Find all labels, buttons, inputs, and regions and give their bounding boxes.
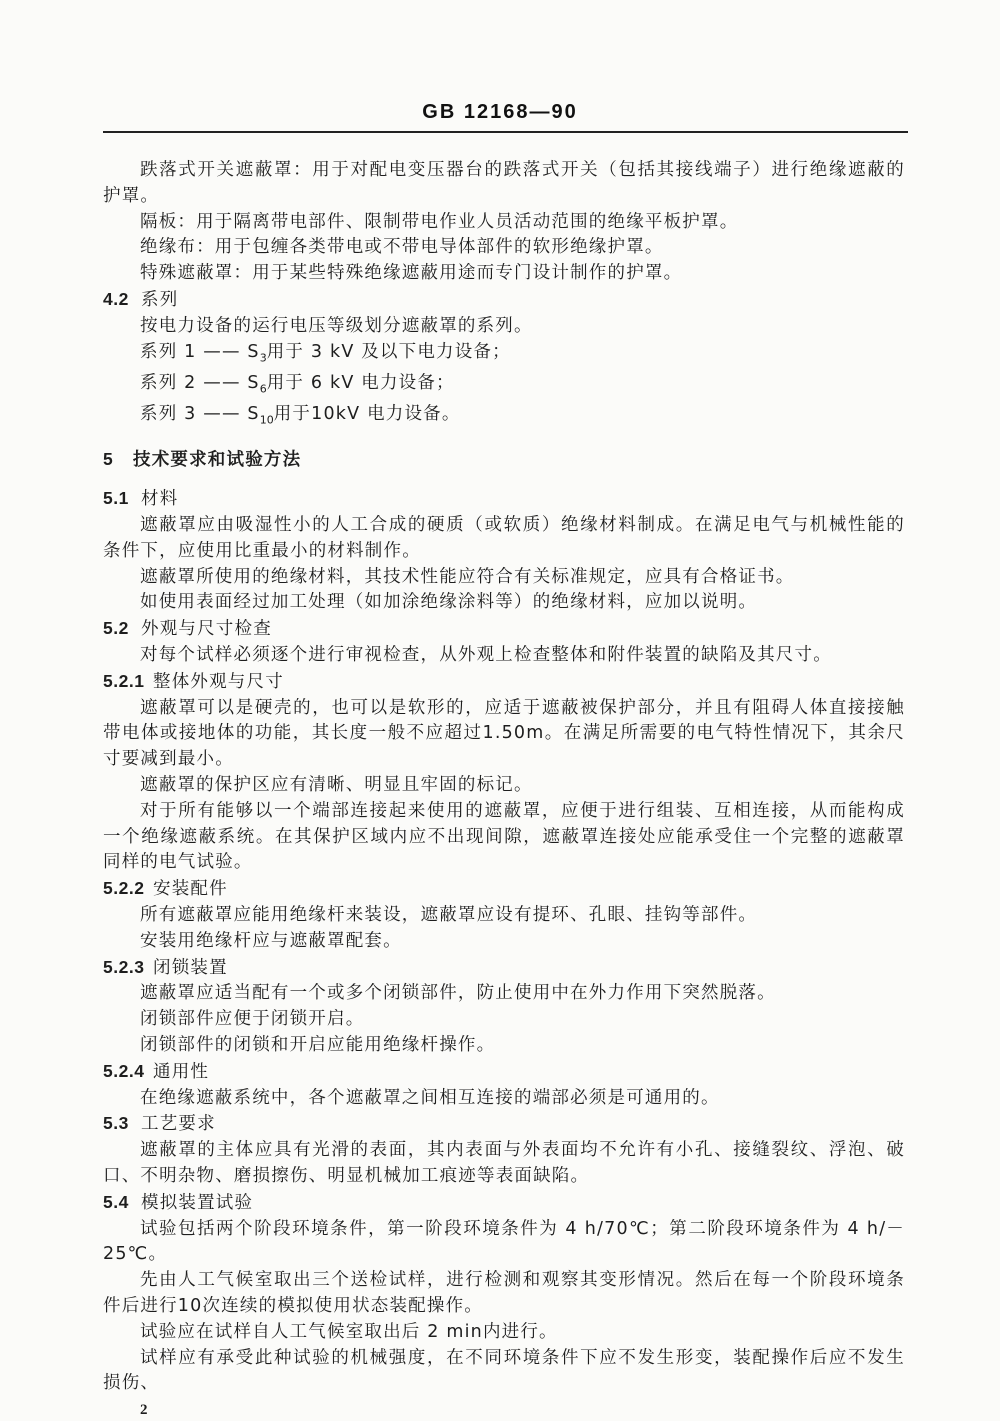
section-heading-5-1: 5.1 材料: [103, 488, 179, 510]
document-body: [103, 158, 905, 1421]
section-heading-5: 5 技术要求和试验方法: [103, 449, 302, 471]
section-heading-5-2: 5.2 外观与尺寸检查: [103, 618, 272, 640]
paragraph: 试样应有承受此种试验的机械强度，在不同环境条件下应不发生形变，装配操作后应不发生损伤、: [103, 1347, 905, 1394]
paragraph: 闭锁部件的闭锁和开启应能用绝缘杆操作。: [140, 1035, 496, 1055]
section-heading-5-2-4: 5.2.4 通用性: [103, 1060, 210, 1082]
paragraph: 遮蔽罩的保护区应有清晰、明显且牢固的标记。: [140, 775, 533, 796]
paragraph: 按电力设备的运行电压等级划分遮蔽罩的系列。: [140, 315, 533, 336]
section-heading-5-2-3: 5.2.3 闭锁装置: [103, 956, 228, 978]
paragraph: 遮蔽罩所使用的绝缘材料，其技术性能应符合有关标准规定，应具有合格证书。: [140, 566, 795, 587]
paragraph: 遮蔽罩可以是硬壳的，也可以是软形的，应适于遮蔽被保护部分，并且有阻碍人体直接接触带电体或接地体的功能，其长度一般不应超过1.50m。在满足所需要的电气特性情况下，其余尺寸要减到最小。: [103, 697, 905, 770]
paragraph: 遮蔽罩应适当配有一个或多个闭锁部件，防止使用中在外力作用下突然脱落。: [140, 983, 776, 1004]
paragraph: 如使用表面经过加工处理（如加涂绝缘涂料等）的绝缘材料，应加以说明。: [140, 592, 758, 613]
series-item: 系列 1 —— $S_3$用于 3 kV 及以下电力设备；: [140, 341, 511, 365]
paragraph: 试验应在试样自人工气候室取出后 2 min内进行。: [140, 1321, 558, 1342]
paragraph: 特殊遮蔽罩：用于某些特殊绝缘遮蔽用途而专门设计制作的护罩。: [140, 263, 683, 284]
paragraph: 所有遮蔽罩应能用绝缘杆来装设，遮蔽罩应设有提环、孔眼、挂钩等部件。: [140, 905, 758, 926]
series-item: 系列 2 —— $S_6$用于 6 kV 电力设备；: [140, 372, 455, 396]
section-heading-5-3: 5.3 工艺要求: [103, 1113, 216, 1135]
paragraph: 绝缘布：用于包缠各类带电或不带电导体部件的软形绝缘护罩。: [140, 237, 664, 258]
paragraph: 先由人工气候室取出三个送检试样，进行检测和观察其变形情况。然后在每一个阶段环境条件后进行10次连续的模拟使用状态装配操作。: [103, 1270, 905, 1316]
paragraph: 遮蔽罩应由吸湿性小的人工合成的硬质（或软质）绝缘材料制成。在满足电气与机械性能的条件下，应使用比重最小的材料制作。: [103, 515, 905, 561]
section-heading-5-2-2: 5.2.2 安装配件: [103, 878, 228, 900]
paragraph: 试验包括两个阶段环境条件，第一阶段环境条件为 4 h/70℃；第二阶段环境条件为 4 h/－25℃。: [103, 1218, 905, 1265]
paragraph: 在绝缘遮蔽系统中，各个遮蔽罩之间相互连接的端部必须是可通用的。: [140, 1087, 720, 1108]
section-heading-5-2-1: 5.2.1 整体外观与尺寸: [103, 670, 284, 692]
header-rule: [103, 131, 908, 133]
section-heading-4-2: 4.2 系列: [103, 288, 179, 310]
paragraph: 安装用绝缘杆应与遮蔽罩配套。: [140, 930, 402, 951]
standard-number-header: GB 12168—90: [422, 101, 578, 123]
section-heading-5-4: 5.4 模拟装置试验: [103, 1191, 254, 1213]
paragraph: 闭锁部件应便于闭锁开启。: [140, 1009, 365, 1030]
paragraph: 对每个试样必须逐个进行审视检查，从外观上检查整体和附件装置的缺陷及其尺寸。: [140, 645, 832, 666]
paragraph: 跌落式开关遮蔽罩：用于对配电变压器台的跌落式开关（包括其接线端子）进行绝缘遮蔽的护罩。: [103, 160, 905, 206]
page-number: 2: [140, 1402, 149, 1419]
paragraph: 对于所有能够以一个端部连接起来使用的遮蔽罩，应便于进行组装、互相连接，从而能构成一个绝缘遮蔽系统。在其保护区域内应不出现间隙，遮蔽罩连接处应能承受住一个完整的遮蔽罩同样的电气试验。: [103, 800, 905, 873]
paragraph: 隔板：用于隔离带电部件、限制带电作业人员活动范围的绝缘平板护罩。: [140, 211, 739, 232]
paragraph: 遮蔽罩的主体应具有光滑的表面，其内表面与外表面均不允许有小孔、接缝裂纹、浮泡、破口、不明杂物、磨损擦伤、明显机械加工痕迹等表面缺陷。: [103, 1140, 905, 1186]
series-item: 系列 3 —— $S_{10}$用于10kV 电力设备。: [140, 404, 461, 427]
